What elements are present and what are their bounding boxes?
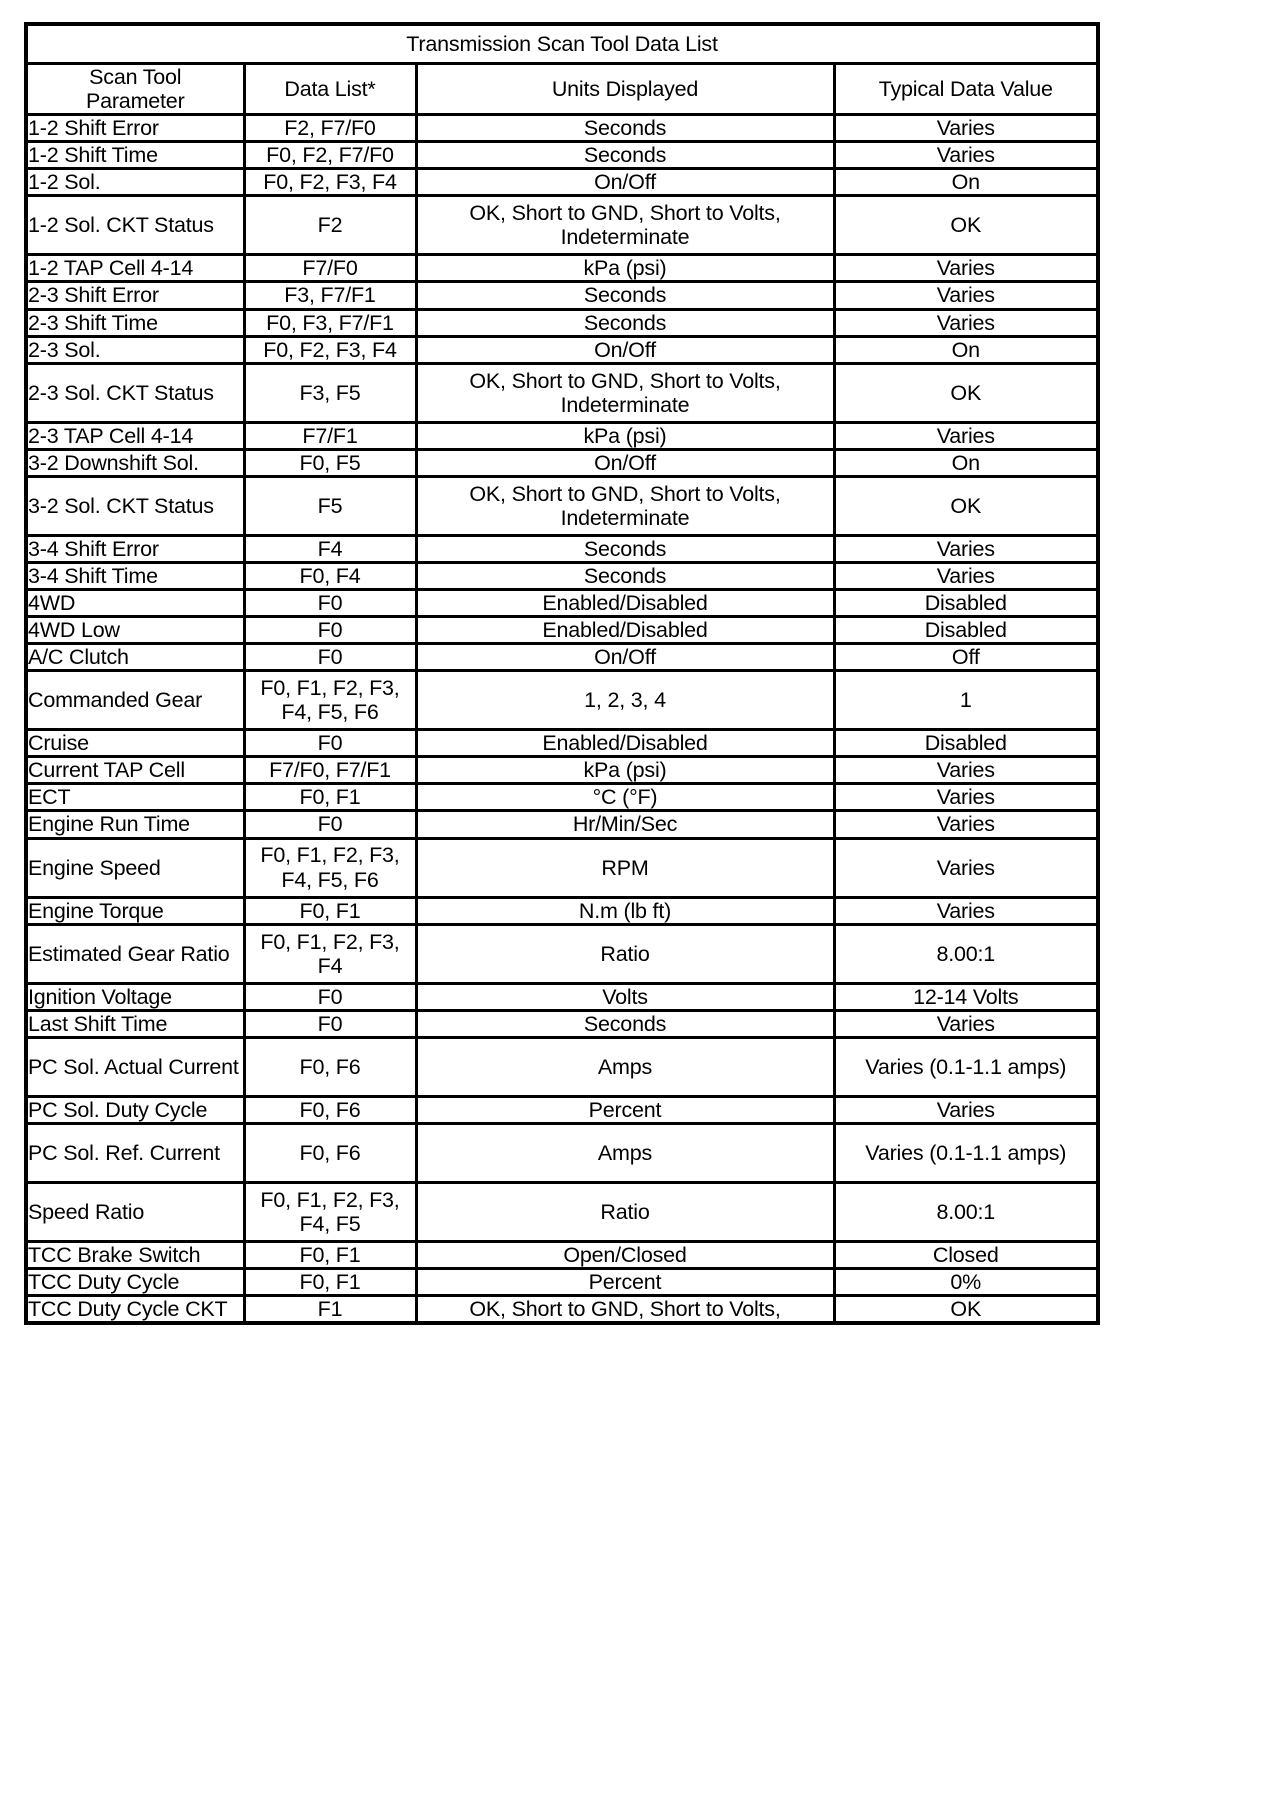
cell-data-list: F2, F7/F0 (244, 115, 416, 142)
cell-scan-tool-parameter: PC Sol. Duty Cycle (26, 1096, 244, 1123)
cell-typical-data-value: OK (834, 476, 1098, 535)
table-row (26, 1010, 1098, 1037)
cell-typical-data-value: 12-14 Volts (834, 983, 1098, 1010)
cell-scan-tool-parameter: Commanded Gear (26, 671, 244, 730)
cell-scan-tool-parameter: 1-2 Shift Error (26, 115, 244, 142)
column-header-typical-data-value: Typical Data Value (834, 64, 1098, 115)
cell-typical-data-value: 8.00:1 (834, 924, 1098, 983)
table-row (26, 282, 1098, 309)
table-row (26, 255, 1098, 282)
cell-data-list: F0, F1, F2, F3, F4, F5, F6 (244, 838, 416, 897)
cell-data-list: F0, F2, F3, F4 (244, 169, 416, 196)
cell-typical-data-value: Disabled (834, 617, 1098, 644)
cell-data-list: F0, F4 (244, 562, 416, 589)
cell-data-list: F0, F6 (244, 1123, 416, 1182)
cell-data-list: F0 (244, 1010, 416, 1037)
cell-units-displayed: Seconds (416, 1010, 834, 1037)
table-row (26, 562, 1098, 589)
cell-data-list: F7/F0, F7/F1 (244, 757, 416, 784)
cell-units-displayed: On/Off (416, 169, 834, 196)
cell-units-displayed: Hr/Min/Sec (416, 811, 834, 838)
cell-scan-tool-parameter: 2-3 Shift Error (26, 282, 244, 309)
cell-data-list: F0, F1 (244, 784, 416, 811)
cell-typical-data-value: Varies (834, 757, 1098, 784)
cell-scan-tool-parameter: 3-4 Shift Time (26, 562, 244, 589)
cell-units-displayed: Open/Closed (416, 1241, 834, 1268)
table-row (26, 1123, 1098, 1182)
cell-data-list: F0 (244, 730, 416, 757)
cell-scan-tool-parameter: 3-2 Sol. CKT Status (26, 476, 244, 535)
cell-units-displayed: Ratio (416, 924, 834, 983)
cell-units-displayed: Seconds (416, 115, 834, 142)
table-row (26, 897, 1098, 924)
table-header-row (26, 64, 1098, 115)
cell-typical-data-value: OK (834, 1296, 1098, 1324)
cell-typical-data-value: Disabled (834, 590, 1098, 617)
cell-typical-data-value: On (834, 169, 1098, 196)
cell-scan-tool-parameter: Ignition Voltage (26, 983, 244, 1010)
cell-typical-data-value: Varies (0.1-1.1 amps) (834, 1037, 1098, 1096)
table-row (26, 671, 1098, 730)
cell-scan-tool-parameter: Last Shift Time (26, 1010, 244, 1037)
cell-scan-tool-parameter: PC Sol. Actual Current (26, 1037, 244, 1096)
cell-typical-data-value: 1 (834, 671, 1098, 730)
column-header-line-2: Parameter (85, 89, 185, 114)
cell-scan-tool-parameter: 1-2 Sol. CKT Status (26, 196, 244, 255)
cell-scan-tool-parameter: Engine Torque (26, 897, 244, 924)
cell-units-displayed: Amps (416, 1037, 834, 1096)
cell-typical-data-value: Varies (834, 1010, 1098, 1037)
cell-units-displayed: OK, Short to GND, Short to Volts, Indeterminate (416, 196, 834, 255)
cell-data-list: F0, F1 (244, 1241, 416, 1268)
cell-scan-tool-parameter: 1-2 Shift Time (26, 142, 244, 169)
cell-data-list: F4 (244, 535, 416, 562)
cell-units-displayed: N.m (lb ft) (416, 897, 834, 924)
cell-data-list: F0, F1, F2, F3, F4 (244, 924, 416, 983)
cell-scan-tool-parameter: 4WD Low (26, 617, 244, 644)
cell-typical-data-value: 8.00:1 (834, 1182, 1098, 1241)
cell-data-list: F0, F2, F7/F0 (244, 142, 416, 169)
cell-typical-data-value: Varies (834, 309, 1098, 336)
cell-typical-data-value: Varies (834, 142, 1098, 169)
cell-typical-data-value: OK (834, 363, 1098, 422)
cell-units-displayed: On/Off (416, 336, 834, 363)
cell-data-list: F0 (244, 811, 416, 838)
table-row (26, 1268, 1098, 1295)
table-row (26, 757, 1098, 784)
column-header-scan-tool-parameter (26, 64, 244, 115)
cell-data-list: F1 (244, 1296, 416, 1324)
cell-data-list: F0, F2, F3, F4 (244, 336, 416, 363)
table-row (26, 617, 1098, 644)
table-row (26, 363, 1098, 422)
table-row (26, 983, 1098, 1010)
cell-units-displayed: RPM (416, 838, 834, 897)
cell-units-displayed: 1, 2, 3, 4 (416, 671, 834, 730)
table-row (26, 449, 1098, 476)
cell-units-displayed: Volts (416, 983, 834, 1010)
cell-typical-data-value: Varies (834, 838, 1098, 897)
cell-units-displayed: Enabled/Disabled (416, 617, 834, 644)
cell-scan-tool-parameter: Engine Speed (26, 838, 244, 897)
cell-typical-data-value: Varies (834, 115, 1098, 142)
cell-data-list: F3, F7/F1 (244, 282, 416, 309)
cell-typical-data-value: 0% (834, 1268, 1098, 1295)
cell-typical-data-value: Varies (834, 811, 1098, 838)
cell-scan-tool-parameter: PC Sol. Ref. Current (26, 1123, 244, 1182)
cell-typical-data-value: Disabled (834, 730, 1098, 757)
table-row (26, 838, 1098, 897)
cell-scan-tool-parameter: Speed Ratio (26, 1182, 244, 1241)
table-row (26, 142, 1098, 169)
cell-units-displayed: Seconds (416, 282, 834, 309)
cell-units-displayed: Ratio (416, 1182, 834, 1241)
cell-data-list: F0, F6 (244, 1037, 416, 1096)
cell-data-list: F2 (244, 196, 416, 255)
table-row (26, 1296, 1098, 1324)
cell-data-list: F0 (244, 983, 416, 1010)
cell-units-displayed: Seconds (416, 562, 834, 589)
column-header-units-displayed: Units Displayed (416, 64, 834, 115)
cell-scan-tool-parameter: A/C Clutch (26, 644, 244, 671)
cell-data-list: F0 (244, 617, 416, 644)
cell-scan-tool-parameter: TCC Duty Cycle CKT (26, 1296, 244, 1324)
cell-units-displayed: kPa (psi) (416, 757, 834, 784)
cell-data-list: F5 (244, 476, 416, 535)
table-title: Transmission Scan Tool Data List (26, 24, 1098, 64)
cell-typical-data-value: Varies (834, 422, 1098, 449)
column-header-line-1: Scan Tool (89, 65, 182, 89)
table-row (26, 422, 1098, 449)
cell-scan-tool-parameter: Current TAP Cell (26, 757, 244, 784)
cell-units-displayed: On/Off (416, 644, 834, 671)
cell-data-list: F0, F6 (244, 1096, 416, 1123)
cell-units-displayed: OK, Short to GND, Short to Volts, Indeterminate (416, 363, 834, 422)
cell-typical-data-value: Closed (834, 1241, 1098, 1268)
cell-data-list: F0, F1, F2, F3, F4, F5, F6 (244, 671, 416, 730)
cell-scan-tool-parameter: 2-3 TAP Cell 4-14 (26, 422, 244, 449)
cell-scan-tool-parameter: Estimated Gear Ratio (26, 924, 244, 983)
cell-units-displayed: Enabled/Disabled (416, 590, 834, 617)
cell-typical-data-value: Varies (834, 282, 1098, 309)
transmission-scan-tool-data-table (24, 22, 1100, 1325)
cell-units-displayed: OK, Short to GND, Short to Volts, (416, 1296, 834, 1324)
cell-typical-data-value: Varies (834, 255, 1098, 282)
cell-data-list: F0, F5 (244, 449, 416, 476)
cell-data-list: F0, F1, F2, F3, F4, F5 (244, 1182, 416, 1241)
cell-scan-tool-parameter: Engine Run Time (26, 811, 244, 838)
table-row (26, 1096, 1098, 1123)
table-row (26, 590, 1098, 617)
cell-data-list: F7/F1 (244, 422, 416, 449)
cell-data-list: F0, F1 (244, 1268, 416, 1295)
cell-scan-tool-parameter: Cruise (26, 730, 244, 757)
cell-scan-tool-parameter: 1-2 TAP Cell 4-14 (26, 255, 244, 282)
table-row (26, 644, 1098, 671)
table-row (26, 115, 1098, 142)
cell-units-displayed: kPa (psi) (416, 255, 834, 282)
cell-typical-data-value: Varies (834, 1096, 1098, 1123)
cell-scan-tool-parameter: 2-3 Sol. (26, 336, 244, 363)
cell-units-displayed: °C (°F) (416, 784, 834, 811)
cell-units-displayed: Percent (416, 1096, 834, 1123)
cell-typical-data-value: Off (834, 644, 1098, 671)
cell-data-list: F0 (244, 590, 416, 617)
column-header-data-list: Data List* (244, 64, 416, 115)
cell-typical-data-value: Varies (834, 562, 1098, 589)
table-row (26, 169, 1098, 196)
cell-units-displayed: kPa (psi) (416, 422, 834, 449)
table-row (26, 784, 1098, 811)
cell-units-displayed: Amps (416, 1123, 834, 1182)
cell-units-displayed: On/Off (416, 449, 834, 476)
cell-scan-tool-parameter: 2-3 Shift Time (26, 309, 244, 336)
cell-data-list: F0 (244, 644, 416, 671)
cell-typical-data-value: OK (834, 196, 1098, 255)
cell-units-displayed: Enabled/Disabled (416, 730, 834, 757)
table-row (26, 336, 1098, 363)
cell-scan-tool-parameter: 4WD (26, 590, 244, 617)
cell-typical-data-value: Varies (834, 897, 1098, 924)
cell-scan-tool-parameter: ECT (26, 784, 244, 811)
table-title-row (26, 24, 1098, 64)
table-row (26, 1037, 1098, 1096)
cell-data-list: F0, F3, F7/F1 (244, 309, 416, 336)
cell-typical-data-value: On (834, 449, 1098, 476)
table-row (26, 535, 1098, 562)
cell-data-list: F7/F0 (244, 255, 416, 282)
cell-scan-tool-parameter: 2-3 Sol. CKT Status (26, 363, 244, 422)
cell-units-displayed: Seconds (416, 535, 834, 562)
cell-typical-data-value: On (834, 336, 1098, 363)
cell-scan-tool-parameter: 3-4 Shift Error (26, 535, 244, 562)
table-row (26, 811, 1098, 838)
table-row (26, 196, 1098, 255)
table-row (26, 924, 1098, 983)
table-row (26, 730, 1098, 757)
table-row (26, 476, 1098, 535)
cell-scan-tool-parameter: TCC Duty Cycle (26, 1268, 244, 1295)
cell-units-displayed: Seconds (416, 142, 834, 169)
table-row (26, 1182, 1098, 1241)
cell-units-displayed: Percent (416, 1268, 834, 1295)
cell-scan-tool-parameter: 1-2 Sol. (26, 169, 244, 196)
cell-typical-data-value: Varies (0.1-1.1 amps) (834, 1123, 1098, 1182)
table-row (26, 309, 1098, 336)
cell-typical-data-value: Varies (834, 535, 1098, 562)
cell-typical-data-value: Varies (834, 784, 1098, 811)
cell-units-displayed: Seconds (416, 309, 834, 336)
table-row (26, 1241, 1098, 1268)
cell-units-displayed: OK, Short to GND, Short to Volts, Indeterminate (416, 476, 834, 535)
cell-scan-tool-parameter: 3-2 Downshift Sol. (26, 449, 244, 476)
cell-data-list: F3, F5 (244, 363, 416, 422)
cell-data-list: F0, F1 (244, 897, 416, 924)
cell-scan-tool-parameter: TCC Brake Switch (26, 1241, 244, 1268)
